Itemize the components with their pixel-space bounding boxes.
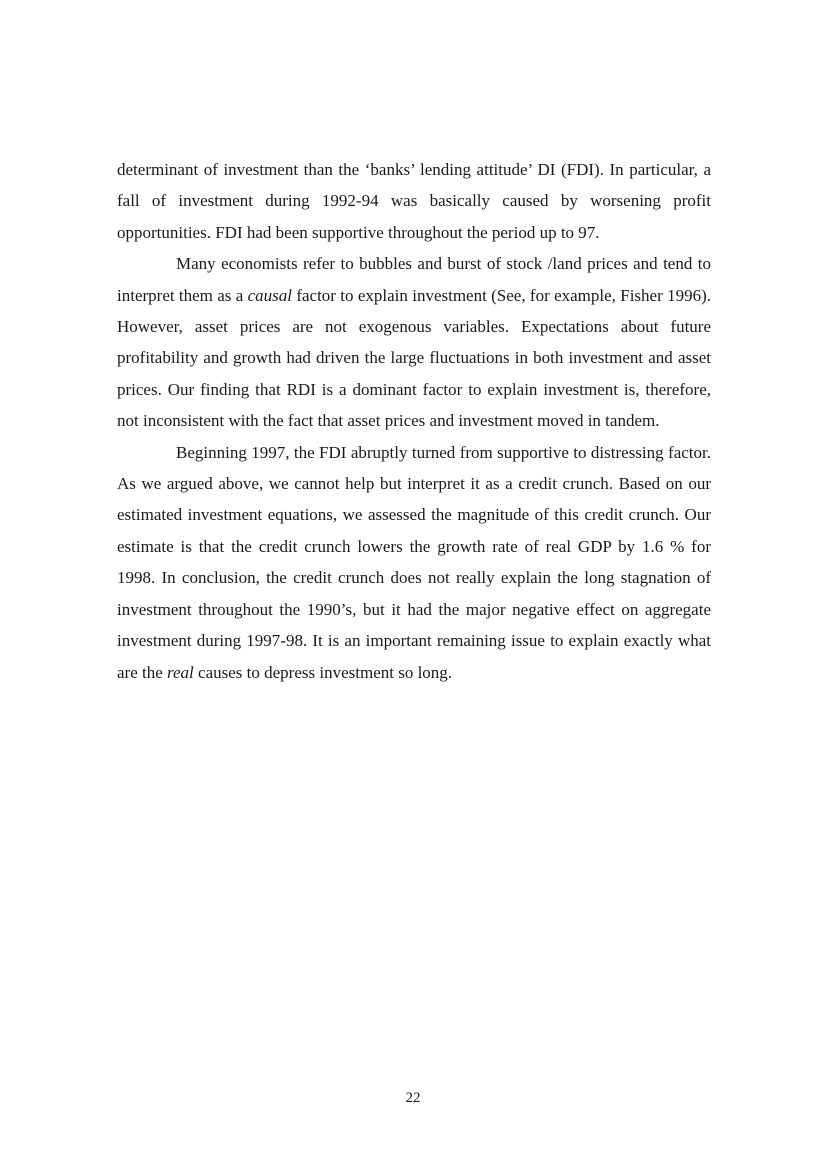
paragraph-2-text-b: factor to explain investment (See, for example, Fisher 1996). However, asset prices are not exogenous variables. Expectations about future profitability and growth had driven the large fluctuations in both investment and asset prices. Our finding that RDI is a dominant factor to explain investment is, therefore, not inconsistent with the fact that asset prices and investment moved in tandem. bbox=[117, 285, 711, 431]
emphasis-real: real bbox=[167, 662, 194, 682]
paragraph-1-text: determinant of investment than the ‘banks’ lending attitude’ DI (FDI). In particular, a fall of investment during 1992-94 was basically caused by worsening profit opportunities. FDI had been supportive throughout the period up to 97. bbox=[117, 160, 711, 242]
paragraph-3-text-a: Beginning 1997, the FDI abruptly turned from supportive to distressing factor. As we argued above, we cannot help but interpret it as a credit crunch. Based on our estimated investment equations, we assessed the magnitude of this credit crunch. Our estimate is that the credit crunch lowers the growth rate of real GDP by 1.6 % for 1998. In conclusion, the credit crunch does not really explain the long stagnation of investment throughout the 1990’s, but it had the major negative effect on aggregate investment during 1997-98. It is an important remaining issue to explain exactly what are the bbox=[117, 442, 711, 682]
paragraph-3-text-b: causes to depress investment so long. bbox=[193, 662, 453, 682]
paragraph-3 bbox=[117, 437, 711, 688]
page-number: 22 bbox=[405, 1090, 421, 1106]
body-text bbox=[117, 154, 711, 688]
emphasis-causal: causal bbox=[247, 285, 292, 305]
paragraph-2 bbox=[117, 248, 711, 436]
paragraph-2-text-a: Many economists refer to bubbles and burst of stock /land prices and tend to interpret them as a bbox=[117, 254, 711, 305]
paragraph-1 bbox=[117, 154, 711, 248]
